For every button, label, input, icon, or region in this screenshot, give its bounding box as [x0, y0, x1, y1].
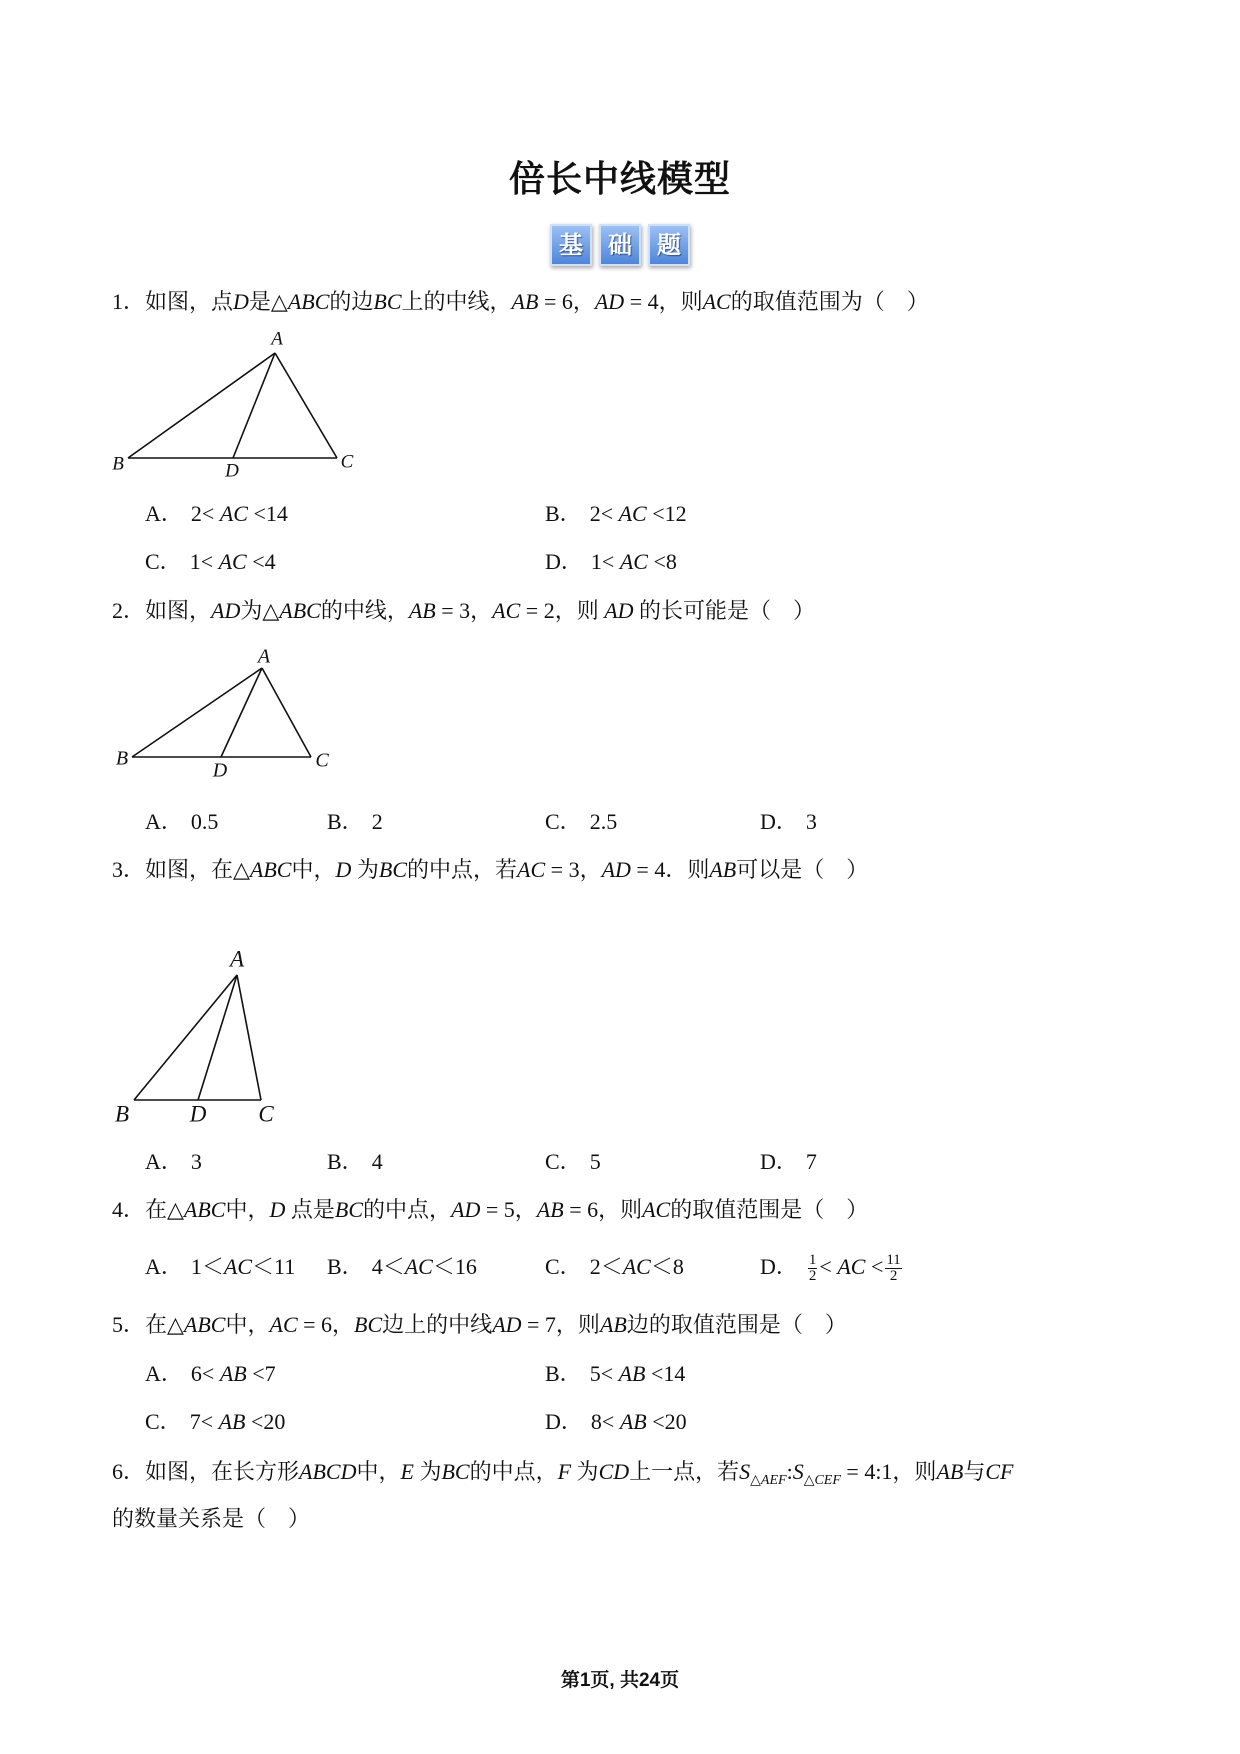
text-run: 1＜: [190, 1254, 224, 1279]
q2-stem: [112, 597, 815, 625]
option-text: [590, 1361, 686, 1386]
option-text: [806, 809, 817, 834]
q2-option-c: [545, 808, 617, 836]
math-symbol: AD: [492, 1312, 522, 1337]
option-text: [190, 1409, 286, 1434]
text-run: 1<: [189, 549, 219, 574]
option-label: C．: [145, 1409, 182, 1434]
text-run: 5: [589, 1149, 601, 1174]
math-symbol: ABC: [287, 289, 330, 314]
text-run: 为: [571, 1459, 599, 1484]
segment-ac: [262, 668, 311, 757]
math-symbol: AB: [536, 1197, 564, 1222]
text-run: 3．如图，在△: [112, 857, 250, 882]
math-symbol: AC: [404, 1254, 433, 1279]
text-run: 3: [190, 1149, 202, 1174]
option-text: [372, 1149, 383, 1174]
math-symbol: BC: [378, 857, 408, 882]
text-run: 上一点，若: [629, 1459, 740, 1484]
option-label: D．: [760, 1254, 798, 1279]
option-text: [590, 501, 687, 526]
vertex-label-d: D: [189, 1101, 207, 1127]
text-run: <14: [247, 501, 288, 526]
text-run: 1．如图，点: [112, 289, 234, 314]
option-label: D．: [545, 1409, 583, 1434]
text-run: 5<: [589, 1361, 619, 1386]
fraction: [885, 1253, 901, 1284]
text-run: 7<: [189, 1409, 219, 1434]
text-run: 4＜: [371, 1254, 405, 1279]
difficulty-badge: [550, 224, 690, 266]
q4-option-a: [145, 1249, 295, 1285]
option-label: B．: [327, 809, 364, 834]
math-symbol: AB: [599, 1312, 627, 1337]
q5-stem: [112, 1311, 847, 1339]
text-run: 2．如图，: [112, 598, 212, 623]
segment-ad: [198, 975, 237, 1100]
segment-ab: [134, 975, 237, 1100]
text-run: 的数量关系是（ ）: [112, 1506, 311, 1531]
fraction-numerator: 11: [886, 1252, 901, 1269]
vertex-label-c: C: [258, 1101, 274, 1127]
text-run: ＜8: [650, 1254, 684, 1279]
vertex-label-d: D: [225, 460, 239, 482]
math-symbol: AC: [622, 1254, 651, 1279]
q2-option-d: [760, 808, 817, 836]
math-symbol: E: [400, 1459, 414, 1484]
option-text: [806, 1149, 817, 1174]
text-run: 的边: [329, 289, 374, 314]
math-symbol: BC: [373, 289, 402, 314]
vertex-label-b: B: [115, 747, 129, 770]
vertex-label-c: C: [340, 451, 354, 473]
math-symbol: AC: [269, 1312, 298, 1337]
text-run: = 3，: [545, 857, 602, 882]
vertex-label-b: B: [112, 453, 124, 475]
fraction-numerator: 1: [808, 1252, 817, 1269]
q1-triangle-figure: [105, 330, 365, 485]
math-symbol: CF: [985, 1459, 1014, 1484]
math-symbol: AC: [492, 598, 521, 623]
option-text: [191, 1149, 202, 1174]
text-run: = 4:1，则: [840, 1459, 937, 1484]
q5-option-b: [545, 1360, 685, 1388]
text-run: 的中点，若: [407, 857, 518, 882]
math-symbol: AD: [451, 1197, 481, 1222]
q1-option-c: [145, 548, 276, 576]
text-run: 7: [805, 1149, 817, 1174]
text-run: = 7，则: [521, 1312, 600, 1337]
math-symbol: AB: [408, 598, 436, 623]
option-text: [591, 549, 677, 574]
math-symbol: D: [269, 1197, 286, 1222]
q3-option-a: [145, 1148, 202, 1176]
q3-option-c: [545, 1148, 601, 1176]
math-symbol: S: [792, 1459, 804, 1484]
text-run: 可以是（ ）: [736, 857, 869, 882]
q6-stem-continued: [112, 1505, 310, 1533]
text-run: 上的中线，: [401, 289, 512, 314]
segment-ac: [275, 353, 337, 458]
option-label: C．: [145, 549, 182, 574]
option-label: B．: [545, 501, 582, 526]
option-label: A．: [145, 1149, 183, 1174]
text-run: <20: [646, 1409, 687, 1434]
text-run: 的中点，: [469, 1459, 558, 1484]
math-symbol: AC: [517, 857, 546, 882]
segment-ab: [128, 353, 275, 458]
option-text: [190, 549, 276, 574]
q6-stem: [112, 1458, 1013, 1486]
vertex-label-c: C: [315, 749, 329, 772]
math-symbol: AC: [702, 289, 731, 314]
math-symbol: S: [739, 1459, 751, 1484]
vertex-label-a: A: [257, 645, 271, 668]
q4-option-c: [545, 1249, 684, 1285]
text-run: = 5，: [480, 1197, 537, 1222]
option-label: A．: [145, 809, 183, 834]
q5-option-a: [145, 1360, 276, 1388]
text-run: = 6，: [538, 289, 595, 314]
text-run: 4: [371, 1149, 383, 1174]
text-run: = 3，: [435, 598, 493, 623]
text-run: 6<: [190, 1361, 220, 1386]
option-text: [590, 1149, 601, 1174]
text-run: 中，: [291, 857, 336, 882]
vertex-label-d: D: [212, 759, 228, 782]
math-symbol: D: [233, 289, 249, 314]
math-symbol: BC: [441, 1459, 470, 1484]
option-text: [191, 1254, 295, 1279]
q4-option-d: [760, 1249, 904, 1285]
option-label: D．: [760, 809, 798, 834]
q3-stem: [112, 856, 868, 884]
text-run: 中，: [225, 1312, 270, 1337]
q3-option-b: [327, 1148, 383, 1176]
math-symbol: AC: [219, 501, 248, 526]
text-run: 的中线，: [320, 598, 409, 623]
option-label: C．: [545, 1149, 582, 1174]
fraction: [808, 1253, 818, 1284]
text-run: 5．在△: [112, 1312, 184, 1337]
option-text: [590, 809, 618, 834]
text-run: <12: [646, 501, 687, 526]
math-symbol: D: [335, 857, 352, 882]
option-label: D．: [545, 549, 583, 574]
option-label: A．: [145, 501, 183, 526]
option-text: [191, 501, 288, 526]
segment-ac: [237, 975, 261, 1100]
q5-option-d: [545, 1408, 687, 1436]
text-run: 3: [805, 809, 817, 834]
math-symbol: BC: [354, 1312, 383, 1337]
text-run: 4．在△: [112, 1197, 184, 1222]
option-text: [591, 1409, 687, 1434]
math-symbol: AC: [618, 501, 647, 526]
math-symbol: AB: [619, 1409, 647, 1434]
math-symbol: AC: [642, 1197, 671, 1222]
text-run: 8<: [590, 1409, 620, 1434]
math-symbol: CD: [598, 1459, 630, 1484]
text-run: <7: [246, 1361, 276, 1386]
text-run: 1<: [590, 549, 620, 574]
text-run: 为: [351, 857, 379, 882]
badge-char: 础: [599, 224, 641, 266]
math-symbol: AB: [936, 1459, 964, 1484]
math-symbol: BC: [334, 1197, 364, 1222]
option-label: A．: [145, 1361, 183, 1386]
text-run: :: [786, 1459, 793, 1484]
vertex-label-a: A: [229, 946, 245, 972]
option-text: [372, 1254, 477, 1279]
text-run: 2.5: [589, 809, 618, 834]
option-text: [372, 809, 383, 834]
q5-option-c: [145, 1408, 285, 1436]
text-run: 中，: [356, 1459, 401, 1484]
q3-triangle-figure: [105, 945, 295, 1130]
option-text: [806, 1252, 904, 1285]
text-run: <: [819, 1254, 838, 1279]
q1-option-d: [545, 548, 677, 576]
text-run: 2<: [190, 501, 220, 526]
text-run: 2＜: [589, 1254, 623, 1279]
text-run: 2<: [589, 501, 619, 526]
math-symbol: AB: [709, 857, 737, 882]
q3-option-d: [760, 1148, 817, 1176]
q1-option-b: [545, 500, 687, 528]
badge-char: 基: [550, 224, 592, 266]
q2-option-a: [145, 808, 218, 836]
segment-ab: [132, 668, 262, 757]
math-symbol: AB: [219, 1361, 247, 1386]
math-symbol: AB: [218, 1409, 246, 1434]
text-run: <14: [645, 1361, 686, 1386]
text-run: 6．如图，在长方形: [112, 1459, 300, 1484]
text-run: 的长可能是（ ）: [633, 598, 816, 623]
option-label: B．: [327, 1149, 364, 1174]
option-label: B．: [545, 1361, 582, 1386]
text-run: 边的取值范围是（ ）: [626, 1312, 847, 1337]
text-run: 与: [963, 1459, 986, 1484]
math-symbol: AC: [223, 1254, 253, 1279]
math-symbol: ABC: [183, 1197, 226, 1222]
text-run: 为: [413, 1459, 442, 1484]
page-footer: 第1页, 共24页: [560, 1670, 680, 1691]
text-run: 2: [371, 809, 383, 834]
math-symbol: F: [557, 1459, 572, 1484]
option-text: [590, 1254, 684, 1279]
text-run: 的取值范围是（ ）: [670, 1197, 869, 1222]
math-subscript: △AEF: [750, 1473, 787, 1488]
text-run: 的取值范围为（ ）: [730, 289, 929, 314]
math-symbol: AD: [594, 289, 625, 314]
q1-stem: [112, 288, 929, 316]
q4-option-b: [327, 1249, 477, 1285]
text-run: ＜11: [252, 1254, 296, 1279]
text-run: 0.5: [190, 809, 219, 834]
text-run: <4: [246, 549, 276, 574]
option-label: A．: [145, 1254, 183, 1279]
q2-triangle-figure: [105, 645, 345, 785]
text-run: <8: [647, 549, 677, 574]
text-run: = 2，则: [520, 598, 605, 623]
math-symbol: AC: [837, 1254, 866, 1279]
text-run: 中，: [225, 1197, 270, 1222]
text-run: 为△: [240, 598, 280, 623]
badge-char: 题: [648, 224, 690, 266]
math-symbol: ABC: [279, 598, 321, 623]
option-label: C．: [545, 809, 582, 834]
text-run: <: [865, 1254, 884, 1279]
page-title: 倍长中线模型: [508, 159, 731, 199]
math-symbol: ABC: [249, 857, 292, 882]
option-label: D．: [760, 1149, 798, 1174]
math-symbol: AD: [601, 857, 631, 882]
text-run: = 4，则: [624, 289, 703, 314]
fraction-denominator: 2: [808, 1268, 817, 1285]
text-run: = 6，则: [563, 1197, 643, 1222]
q2-option-b: [327, 808, 383, 836]
math-symbol: AC: [218, 549, 247, 574]
math-symbol: AD: [604, 598, 634, 623]
math-symbol: AB: [511, 289, 539, 314]
q4-stem: [112, 1196, 868, 1224]
option-text: [191, 1361, 276, 1386]
text-run: 的中点，: [363, 1197, 452, 1222]
math-symbol: AB: [618, 1361, 646, 1386]
math-subscript: △CEF: [803, 1473, 841, 1488]
text-run: = 6，: [297, 1312, 355, 1337]
vertex-label-b: B: [114, 1101, 130, 1127]
q1-option-a: [145, 500, 288, 528]
text-run: 边上的中线: [382, 1312, 493, 1337]
option-label: B．: [327, 1254, 364, 1279]
math-symbol: AD: [211, 598, 241, 623]
text-run: = 4．则: [630, 857, 710, 882]
vertex-label-a: A: [271, 328, 283, 350]
option-text: [191, 809, 219, 834]
text-run: 点是: [285, 1197, 335, 1222]
math-symbol: AC: [619, 549, 648, 574]
option-label: C．: [545, 1254, 582, 1279]
math-symbol: ABC: [183, 1312, 226, 1337]
text-run: ＜16: [432, 1254, 477, 1279]
fraction-denominator: 2: [889, 1268, 898, 1285]
math-symbol: ABCD: [299, 1459, 357, 1484]
text-run: 是△: [248, 289, 288, 314]
text-run: <20: [245, 1409, 286, 1434]
